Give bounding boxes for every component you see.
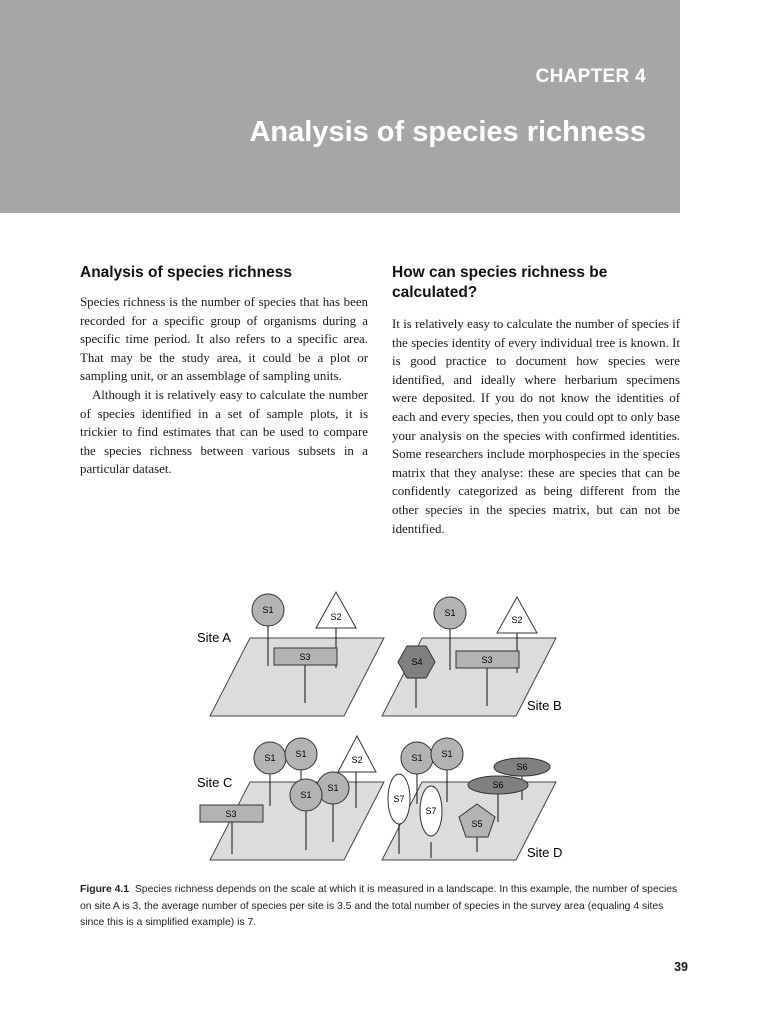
chapter-title: Analysis of species richness [249,116,646,148]
site-b-s3-label: S3 [481,655,493,665]
site-c-plot [197,736,384,860]
site-d-s7-label-1: S7 [393,794,405,804]
site-b-label: Site B [527,698,562,713]
site-d-label: Site D [527,845,563,860]
left-column [80,263,368,479]
site-b-s1-label: S1 [444,608,456,618]
chapter-banner [0,0,680,213]
paragraph-calculation: It is relatively easy to calculate the number of species if the species identity of every individual tree is known. It is good practice to document how species were identified, and ideally where herbarium specimens were deposited. If you do not know the identities of each and every species, then you could opt to only base your analysis on the species with confirmed identities. Some researchers include morphospecies in the species matrix that they analyse: these are species that can be confidently categorized as being different from the other species in the species matrix, but can not be identified. [392,317,680,536]
site-b-s4-label: S4 [411,657,423,667]
site-c-s3-label: S3 [225,809,237,819]
site-c-label: Site C [197,775,233,790]
section-heading-calculation: How can species richness be calculated? [392,264,608,301]
site-c-s2-tree [338,736,376,772]
site-c-s2-label: S2 [351,755,363,765]
site-a-s3-label: S3 [299,652,311,662]
site-d-plot [382,738,562,860]
site-d-s7-label-2: S7 [425,806,437,816]
site-a-plot [197,592,384,716]
site-a-label: Site A [197,630,231,645]
paragraph-estimates: Although it is relatively easy to calculate the number of species identified in a set of sample plots, it is trickier to find estimates that can be used to compare the species richness between various subsets in a particular dataset. [80,387,368,477]
site-d-s1-label-1: S1 [411,753,423,763]
site-d-s5-label: S5 [471,819,483,829]
site-a-s2-tree [316,592,356,628]
site-d-s1-label-2: S1 [441,749,453,759]
site-a-s2-label: S2 [330,612,342,622]
site-c-s1-label-2: S1 [295,749,307,759]
site-d-s6-label-1: S6 [516,762,528,772]
right-column [392,263,680,538]
figure-caption [80,882,690,932]
page-number: 39 [674,960,688,974]
figure-caption-label: Figure 4.1 [80,884,130,895]
site-c-s1-label-1: S1 [264,753,276,763]
site-b-plot [382,597,562,716]
site-b-s2-label: S2 [511,615,523,625]
section-heading-analysis: Analysis of species richness [80,264,292,281]
figure-4-1-diagram [190,578,590,870]
site-c-s1-label-3: S1 [327,783,339,793]
site-d-s6-label-2: S6 [492,780,504,790]
chapter-label: CHAPTER 4 [535,66,646,87]
site-a-s1-label: S1 [262,605,274,615]
site-c-s1-label-4: S1 [300,790,312,800]
figure-caption-text: Species richness depends on the scale at which it is measured in a landscape. In this example, the number of species on site A is 3, the average number of species per site is 3.5 and the total number of species in the survey area (equaling 4 sites since this is a simplified example) is 7. [80,884,678,929]
paragraph-definition: Species richness is the number of species that has been recorded for a specific group of organisms during a specific time period. It also refers to a specific area. That may be the study area, it could be a plot or sampling unit, or an assemblage of sampling units. [80,295,368,384]
